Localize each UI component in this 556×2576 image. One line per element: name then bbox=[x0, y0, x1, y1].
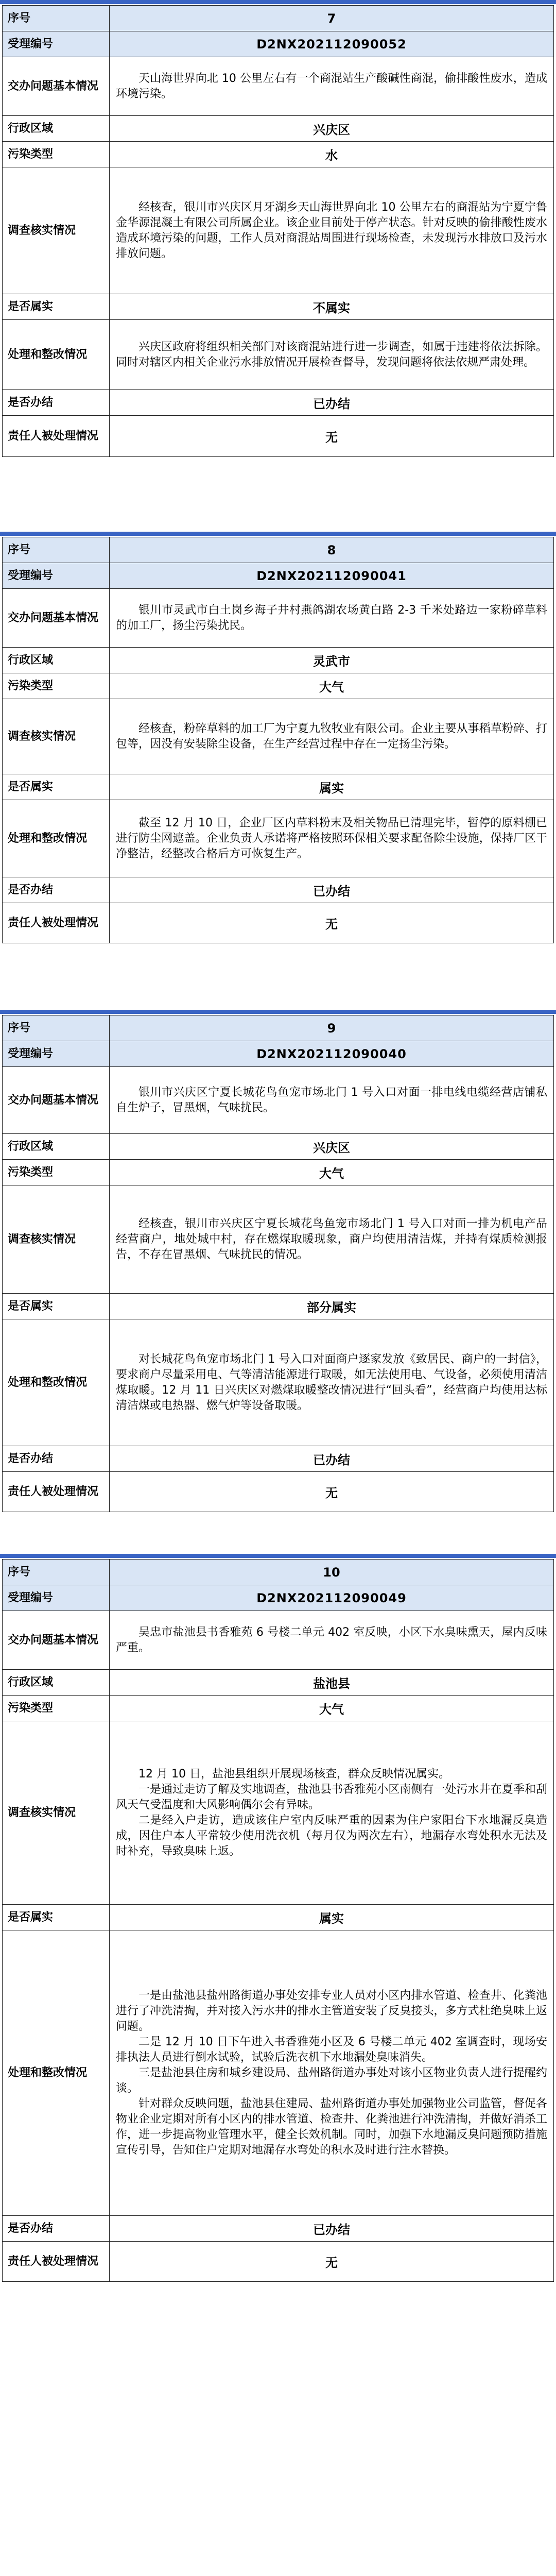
receipt-label: 受理编号 bbox=[3, 31, 110, 57]
pollution-label: 污染类型 bbox=[3, 142, 110, 167]
pollution-label: 污染类型 bbox=[3, 673, 110, 699]
investigation-value bbox=[110, 167, 554, 294]
receipt-label: 受理编号 bbox=[3, 1041, 110, 1067]
issue-value bbox=[110, 1067, 554, 1134]
case-header-bar bbox=[0, 0, 556, 4]
handling-label: 处理和整改情况 bbox=[3, 1930, 110, 2216]
handling-paragraph: 截至 12 月 10 日，企业厂区内草料粉末及相关物品已清理完毕，暂停的原料棚已进行防尘网遮盖。企业负责人承诺将严格按照环保相关要求配备除尘设施，保持厂区干净整洁，经整改合格后方可恢复生产。 bbox=[116, 816, 547, 860]
accountability-value: 无 bbox=[110, 416, 554, 457]
issue-label: 交办问题基本情况 bbox=[3, 589, 110, 648]
accountability-value: 无 bbox=[110, 2242, 554, 2282]
handling-paragraph: 三是盐池县住房和城乡建设局、盐州路街道办事处对该小区物业负责人进行提醒约谈。 bbox=[116, 2066, 547, 2095]
verified-value: 不属实 bbox=[110, 294, 554, 320]
seq-value: 9 bbox=[110, 1015, 554, 1041]
handling-label: 处理和整改情况 bbox=[3, 800, 110, 877]
investigation-paragraph: 经核查，粉碎草料的加工厂为宁夏九牧牧业有限公司。企业主要从事稻草粉碎、打包等，因没有安装除尘设备，在生产经营过程中存在一定扬尘污染。 bbox=[116, 722, 547, 751]
handling-value bbox=[110, 1319, 554, 1446]
pollution-value: 大气 bbox=[110, 673, 554, 699]
receipt-value: D2NX202112090041 bbox=[110, 563, 554, 589]
issue-value bbox=[110, 57, 554, 116]
verified-value: 部分属实 bbox=[110, 1294, 554, 1319]
pollution-label: 污染类型 bbox=[3, 1160, 110, 1185]
investigation-value bbox=[110, 1721, 554, 1905]
issue-value bbox=[110, 1611, 554, 1670]
seq-value: 8 bbox=[110, 537, 554, 563]
issue-label: 交办问题基本情况 bbox=[3, 1611, 110, 1670]
handling-value bbox=[110, 320, 554, 390]
region-value: 灵武市 bbox=[110, 648, 554, 673]
investigation-value bbox=[110, 1185, 554, 1294]
handling-paragraph: 针对群众反映问题，盐池县住建局、盐州路街道办事处加强物业公司监管，督促各物业企业定期对所有小区内的排水管道、检查井、化粪池进行冲洗清掏，并做好消杀工作，进一步提高物业管理水平，健全长效机制。同时，加强下水地漏反臭问题预防措施宣传引导，告知住户定期对地漏存水弯处的积水及时进行注水替换。 bbox=[116, 2097, 547, 2157]
issue-text: 天山海世界向北 10 公里左右有一个商混站生产酸碱性商混，偷排酸性废水，造成环境污染。 bbox=[116, 72, 547, 100]
investigation-paragraph: 经核查，银川市兴庆区宁夏长城花鸟鱼宠市场北门 1 号入口对面一排为机电产品经营商户，地处城中村，存在燃煤取暖现象，商户均使用清洁煤，并持有煤质检测报告，不存在冒黑烟、气味扰民的情况。 bbox=[116, 1217, 547, 1261]
investigation-paragraph: 一是通过走访了解及实地调查，盐池县书香雅苑小区南侧有一处污水井在夏季和刮风天气受温度和大风影响偶尔会有异味。 bbox=[116, 1783, 547, 1811]
investigation-label: 调查核实情况 bbox=[3, 1185, 110, 1294]
seq-label: 序号 bbox=[3, 6, 110, 31]
accountability-label: 责任人被处理情况 bbox=[3, 416, 110, 457]
receipt-value: D2NX202112090052 bbox=[110, 31, 554, 57]
handling-paragraph: 对长城花鸟鱼宠市场北门 1 号入口对面商户逐家发放《致居民、商户的一封信》，要求商户尽量采用电、气等清洁能源进行取暖，如无法使用电、气设备，必须使用清洁煤取暖。12 月 11 日兴庆区对燃煤取暖整改情况进行“回头看”，经营商户均使用达标清洁煤或电热器、燃气炉等设备取暖。 bbox=[116, 1352, 547, 1412]
seq-value: 10 bbox=[110, 1560, 554, 1585]
case-table bbox=[2, 537, 554, 943]
investigation-paragraph: 二是经入户走访，造成该住户室内反味严重的因素为住户家阳台下水地漏反臭造成，因住户本人平常较少使用洗衣机（每月仅为两次左右），地漏存水弯处积水无法及时补充，导致臭味上返。 bbox=[116, 1814, 547, 1858]
closed-value: 已办结 bbox=[110, 390, 554, 416]
receipt-label: 受理编号 bbox=[3, 1585, 110, 1611]
receipt-value: D2NX202112090049 bbox=[110, 1585, 554, 1611]
receipt-label: 受理编号 bbox=[3, 563, 110, 589]
region-label: 行政区域 bbox=[3, 116, 110, 142]
accountability-label: 责任人被处理情况 bbox=[3, 2242, 110, 2282]
region-label: 行政区域 bbox=[3, 1134, 110, 1160]
pollution-label: 污染类型 bbox=[3, 1696, 110, 1721]
handling-label: 处理和整改情况 bbox=[3, 1319, 110, 1446]
seq-label: 序号 bbox=[3, 537, 110, 563]
pollution-value: 水 bbox=[110, 142, 554, 167]
region-value: 兴庆区 bbox=[110, 116, 554, 142]
handling-value bbox=[110, 1930, 554, 2216]
verified-label: 是否属实 bbox=[3, 1294, 110, 1319]
issue-label: 交办问题基本情况 bbox=[3, 57, 110, 116]
investigation-paragraph: 经核查，银川市兴庆区月牙湖乡天山海世界向北 10 公里左右的商混站为宁夏宁鲁金华源混凝土有限公司所属企业。该企业目前处于停产状态。针对反映的偷排酸性废水造成环境污染的问题，工作人员对商混站周围进行现场检查，未发现污水排放口及污水排放问题。 bbox=[116, 200, 547, 260]
verified-value: 属实 bbox=[110, 1905, 554, 1930]
issue-value bbox=[110, 589, 554, 648]
closed-label: 是否办结 bbox=[3, 1446, 110, 1472]
closed-label: 是否办结 bbox=[3, 877, 110, 903]
verified-value: 属实 bbox=[110, 774, 554, 800]
seq-label: 序号 bbox=[3, 1560, 110, 1585]
verified-label: 是否属实 bbox=[3, 294, 110, 320]
issue-label: 交办问题基本情况 bbox=[3, 1067, 110, 1134]
verified-label: 是否属实 bbox=[3, 774, 110, 800]
issue-text: 银川市灵武市白土岗乡海子井村燕鸽湖农场黄白路 2-3 千米处路边一家粉碎草料的加工厂，扬尘污染扰民。 bbox=[116, 603, 547, 632]
issue-text: 吴忠市盐池县书香雅苑 6 号楼二单元 402 室反映，小区下水臭味熏天，屋内反味严重。 bbox=[116, 1625, 547, 1654]
investigation-label: 调查核实情况 bbox=[3, 699, 110, 774]
case-header-bar bbox=[0, 1554, 556, 1558]
seq-value: 7 bbox=[110, 6, 554, 31]
closed-label: 是否办结 bbox=[3, 390, 110, 416]
handling-paragraph: 一是由盐池县盐州路街道办事处安排专业人员对小区内排水管道、检查井、化粪池进行了冲洗清掏，并对接入污水井的排水主管道安装了反臭接头，多方式杜绝臭味上返问题。 bbox=[116, 1989, 547, 2033]
pollution-value: 大气 bbox=[110, 1696, 554, 1721]
investigation-label: 调查核实情况 bbox=[3, 167, 110, 294]
case-header-bar bbox=[0, 532, 556, 536]
handling-label: 处理和整改情况 bbox=[3, 320, 110, 390]
case-table bbox=[2, 5, 554, 457]
issue-text: 银川市兴庆区宁夏长城花鸟鱼宠市场北门 1 号入口对面一排电线电缆经营店铺私自生炉子，冒黑烟，气味扰民。 bbox=[116, 1086, 547, 1114]
region-label: 行政区域 bbox=[3, 1670, 110, 1696]
accountability-label: 责任人被处理情况 bbox=[3, 903, 110, 943]
case-table bbox=[2, 1559, 554, 2282]
closed-value: 已办结 bbox=[110, 877, 554, 903]
region-value: 盐池县 bbox=[110, 1670, 554, 1696]
case-table bbox=[2, 1015, 554, 1512]
handling-paragraph: 兴庆区政府将组织相关部门对该商混站进行进一步调查，如属于违建将依法拆除。同时对辖区内相关企业污水排放情况开展检查督导，发现问题将依法依规严肃处理。 bbox=[116, 340, 547, 369]
accountability-label: 责任人被处理情况 bbox=[3, 1472, 110, 1512]
verified-label: 是否属实 bbox=[3, 1905, 110, 1930]
closed-value: 已办结 bbox=[110, 1446, 554, 1472]
pollution-value: 大气 bbox=[110, 1160, 554, 1185]
investigation-label: 调查核实情况 bbox=[3, 1721, 110, 1905]
investigation-paragraph: 12 月 10 日，盐池县组织开展现场核查，群众反映情况属实。 bbox=[138, 1767, 450, 1781]
handling-paragraph: 二是 12 月 10 日下午进入书香雅苑小区及 6 号楼二单元 402 室调查时，现场安排执法人员进行倒水试验，试验后洗衣机下水地漏处臭味消失。 bbox=[116, 2035, 547, 2064]
accountability-value: 无 bbox=[110, 1472, 554, 1512]
seq-label: 序号 bbox=[3, 1015, 110, 1041]
region-label: 行政区域 bbox=[3, 648, 110, 673]
investigation-value bbox=[110, 699, 554, 774]
handling-value bbox=[110, 800, 554, 877]
closed-value: 已办结 bbox=[110, 2216, 554, 2242]
accountability-value: 无 bbox=[110, 903, 554, 943]
receipt-value: D2NX202112090040 bbox=[110, 1041, 554, 1067]
case-header-bar bbox=[0, 1010, 556, 1014]
region-value: 兴庆区 bbox=[110, 1134, 554, 1160]
closed-label: 是否办结 bbox=[3, 2216, 110, 2242]
